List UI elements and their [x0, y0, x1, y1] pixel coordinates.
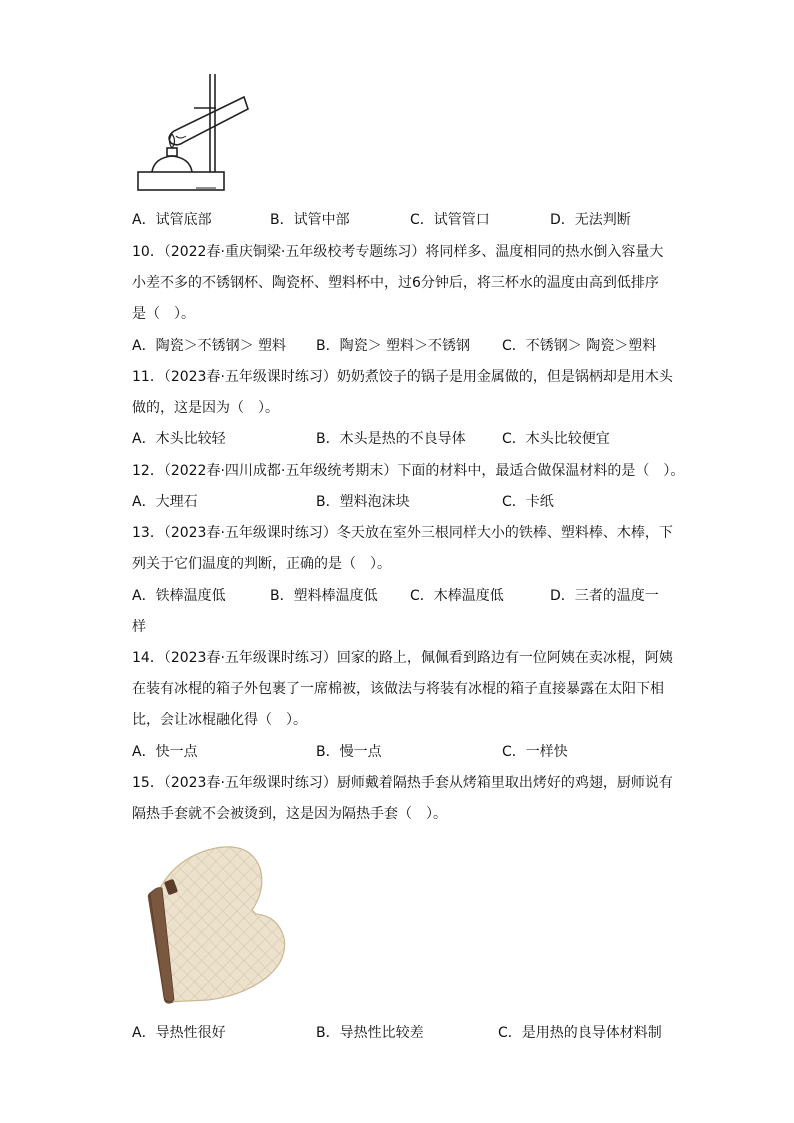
test-tube-apparatus-figure: [136, 70, 252, 194]
q14-stem-line-2: 在装有冰棍的箱子外包裹了一席棉被，该做法与将装有冰棍的箱子直接暴露在太阳下相: [132, 681, 664, 697]
q14-stem-line-3: 比，会让冰棍融化得（ ）。: [132, 712, 307, 728]
q10-stem-line-1: 10．（2022春·重庆铜梁·五年级校考专题练习）将同样多、温度相同的热水倒入容量大: [132, 244, 664, 260]
q13-option-d[interactable]: D．三者的温度一: [550, 588, 659, 604]
q14-option-c[interactable]: C．一样快: [502, 744, 568, 760]
q9-option-b[interactable]: B．试管中部: [270, 212, 350, 228]
q10-option-b[interactable]: B．陶瓷＞ 塑料＞不锈钢: [316, 338, 471, 354]
q13-stem-line-2: 列关于它们温度的判断，正确的是（ ）。: [132, 556, 391, 572]
q15-stem-line-1: 15．（2023春·五年级课时练习）厨师戴着隔热手套从烤箱里取出烤好的鸡翅，厨师说有: [132, 775, 673, 791]
q15-option-c[interactable]: C．是用热的良导体材料制: [498, 1025, 662, 1041]
q14-option-b[interactable]: B．慢一点: [316, 744, 382, 760]
q13-stem-line-1: 13．（2023春·五年级课时练习）冬天放在室外三根同样大小的铁棒、塑料棒、木棒，下: [132, 525, 673, 541]
q11-stem-line-2: 做的，这是因为（ ）。: [132, 400, 279, 416]
q10-stem-line-2: 小差不多的不锈钢杯、陶瓷杯、塑料杯中，过6分钟后，将三杯水的温度由高到低排序: [132, 275, 659, 291]
q11-option-a[interactable]: A．木头比较轻: [132, 431, 226, 447]
q14-option-a[interactable]: A．快一点: [132, 744, 198, 760]
q10-stem-line-3: 是（ ）。: [132, 306, 195, 322]
q15-stem-line-2: 隔热手套就不会被烫到，这是因为隔热手套（ ）。: [132, 806, 447, 822]
q15-option-b[interactable]: B．导热性比较差: [316, 1025, 424, 1041]
q14-stem-line-1: 14．（2023春·五年级课时练习）回家的路上，佩佩看到路边有一位阿姨在卖冰棍，阿姨: [132, 650, 673, 666]
q13-option-a[interactable]: A．铁棒温度低: [132, 588, 226, 604]
q9-option-a[interactable]: A．试管底部: [132, 212, 212, 228]
q12-option-c[interactable]: C．卡纸: [502, 494, 554, 510]
q9-option-d[interactable]: D．无法判断: [550, 212, 631, 228]
q11-option-c[interactable]: C．木头比较便宜: [502, 431, 610, 447]
q13-option-c[interactable]: C．木棒温度低: [410, 588, 504, 604]
oven-mitt-figure: [138, 840, 290, 1006]
q12-option-a[interactable]: A．大理石: [132, 494, 198, 510]
q13-option-b[interactable]: B．塑料棒温度低: [270, 588, 378, 604]
q12-stem-line-1: 12．（2022春·四川成都·五年级统考期末）下面的材料中，最适合做保温材料的是（ ）。: [132, 463, 685, 479]
q15-option-a[interactable]: A．导热性很好: [132, 1025, 226, 1041]
q10-option-a[interactable]: A．陶瓷＞不锈钢＞ 塑料: [132, 338, 287, 354]
q10-option-c[interactable]: C．不锈钢＞ 陶瓷＞塑料: [502, 338, 657, 354]
q9-option-c[interactable]: C．试管管口: [410, 212, 490, 228]
q13-option-d-wrap: 样: [132, 619, 146, 635]
q12-option-b[interactable]: B．塑料泡沫块: [316, 494, 410, 510]
q11-stem-line-1: 11．（2023春·五年级课时练习）奶奶煮饺子的锅子是用金属做的，但是锅柄却是用木头: [132, 369, 673, 385]
q11-option-b[interactable]: B．木头是热的不良导体: [316, 431, 466, 447]
